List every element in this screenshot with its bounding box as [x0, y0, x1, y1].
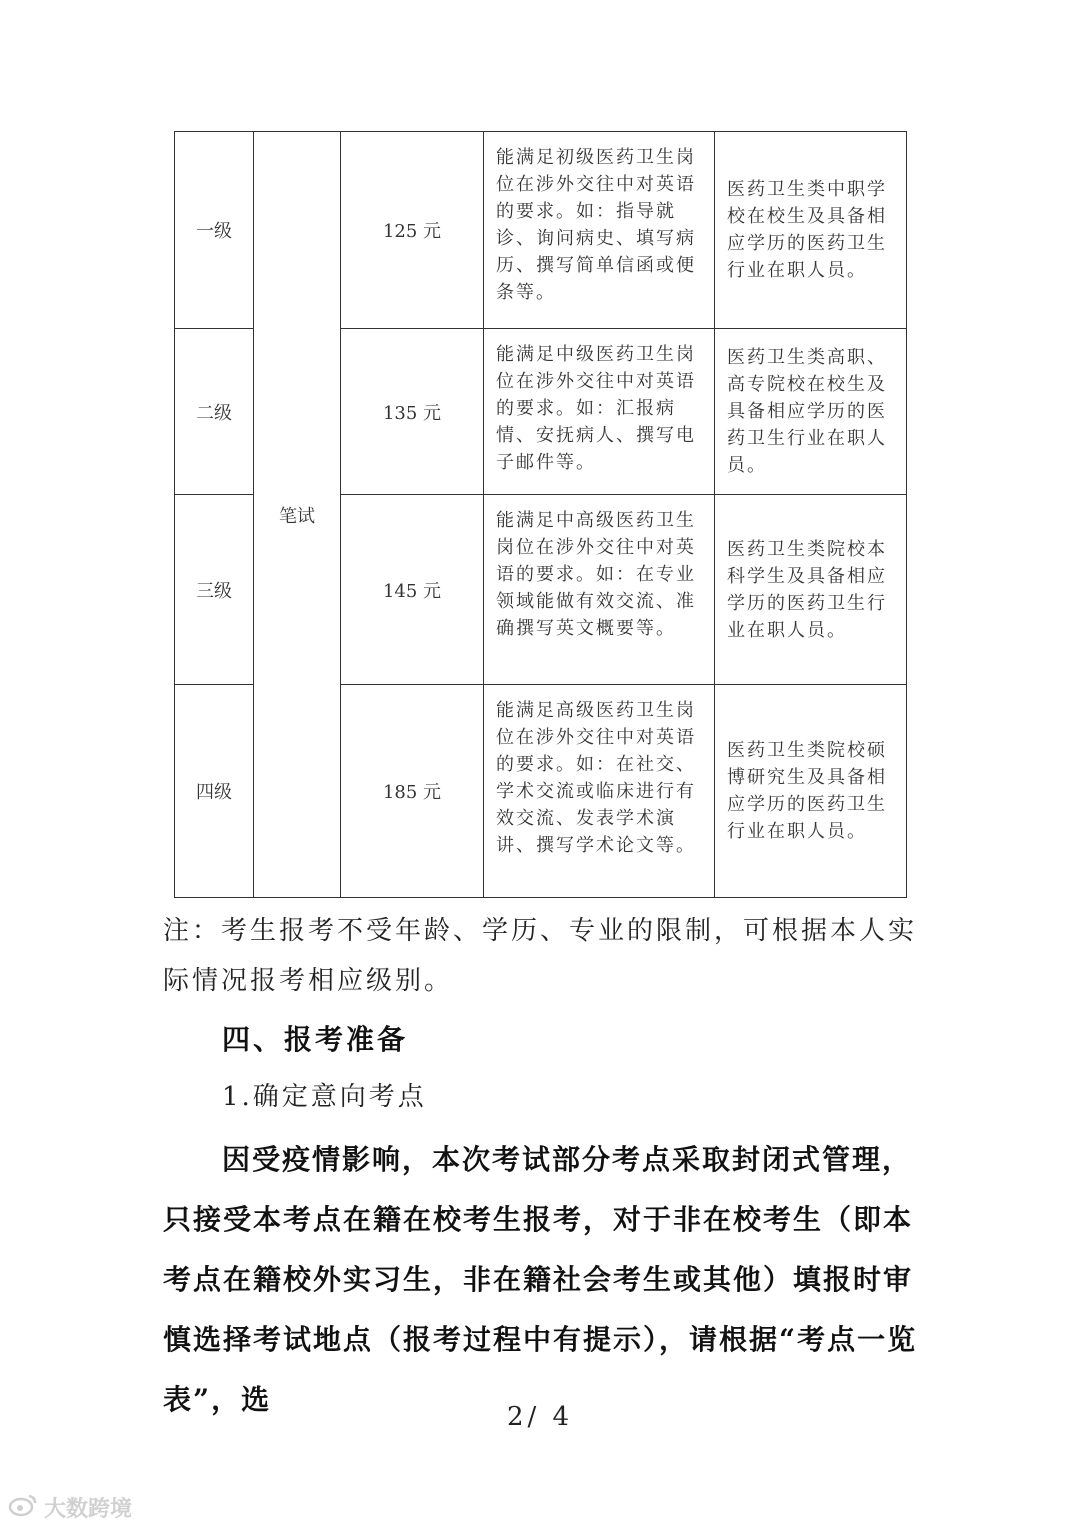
target-cell: 医药卫生类高职、高专院校在校生及具备相应学历的医药卫生行业在职人员。	[715, 329, 907, 495]
page-number: 2/ 4	[506, 1402, 574, 1432]
target-cell: 医药卫生类中职学校在校生及具备相应学历的医药卫生行业在职人员。	[715, 132, 907, 329]
fee-cell: 135 元	[341, 329, 484, 495]
fee-cell: 125 元	[341, 132, 484, 329]
description-cell: 能满足初级医药卫生岗位在涉外交往中对英语的要求。如：指导就诊、询问病史、填写病历、撰写简单信函或便条等。	[484, 132, 715, 329]
description-cell: 能满足中级医药卫生岗位在涉外交往中对英语的要求。如：汇报病情、安抚病人、撰写电子邮件等。	[484, 329, 715, 495]
weibo-logo-icon	[8, 1493, 38, 1523]
description-cell: 能满足中高级医药卫生岗位在涉外交往中对英语的要求。如：在专业领域能做有效交流、准确撰写英文概要等。	[484, 495, 715, 685]
subheading: 1.确定意向考点	[222, 1082, 427, 1112]
description-cell: 能满足高级医药卫生岗位在涉外交往中对英语的要求。如：在社交、学术交流或临床进行有效交流、发表学术演讲、撰写学术论文等。	[484, 685, 715, 898]
fee-cell: 185 元	[341, 685, 484, 898]
body-paragraph: 因受疫情影响，本次考试部分考点采取封闭式管理，只接受本考点在籍在校考生报考，对于非在校考生（即本考点在籍校外实习生，非在籍社会考生或其他）填报时审慎选择考试地点（报考过程中有提示），请根据“考点一览表”，选	[163, 1143, 918, 1416]
target-cell: 医药卫生类院校硕博研究生及具备相应学历的医药卫生行业在职人员。	[715, 685, 907, 898]
exam-levels-table	[174, 131, 907, 898]
table-row	[175, 132, 907, 329]
watermark	[8, 1492, 132, 1523]
table-note: 注：考生报考不受年龄、学历、专业的限制，可根据本人实际情况报考相应级别。	[163, 916, 918, 996]
watermark-text: 大数跨境	[44, 1497, 133, 1522]
exam-method-cell: 笔试	[254, 132, 341, 898]
level-cell: 四级	[175, 685, 254, 898]
level-cell: 二级	[175, 329, 254, 495]
level-cell: 一级	[175, 132, 254, 329]
section-heading: 四、报考准备	[222, 1023, 409, 1056]
target-cell: 医药卫生类院校本科学生及具备相应学历的医药卫生行业在职人员。	[715, 495, 907, 685]
level-cell: 三级	[175, 495, 254, 685]
fee-cell: 145 元	[341, 495, 484, 685]
